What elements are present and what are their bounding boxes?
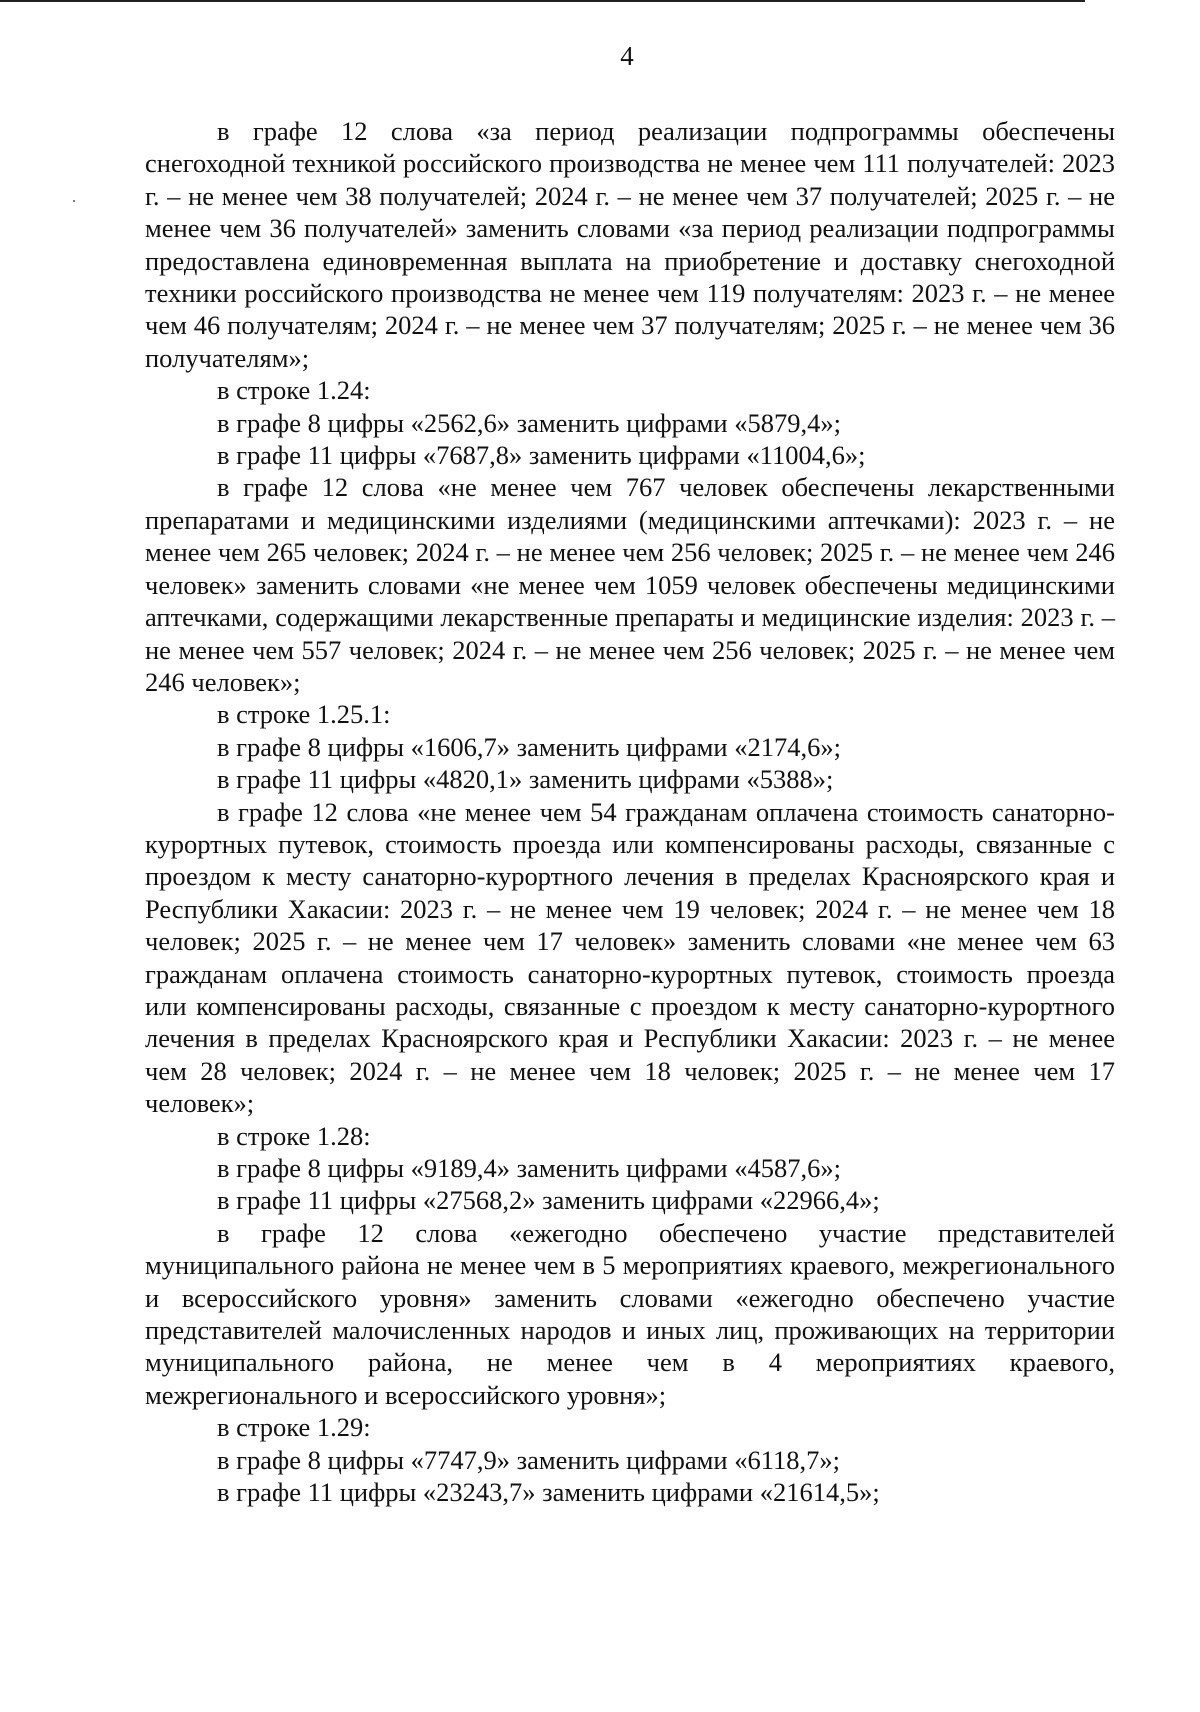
page-number: 4 xyxy=(620,41,634,71)
item-row-1-28-column-11: в графе 11 цифры «27568,2» заменить цифрами «22966,4»; xyxy=(217,1185,880,1216)
paragraph-row-1-23-column-12: в графе 12 слова «за период реализации подпрограммы обеспечены снегоходной техникой российского производства не менее чем 111 получателей: 2023 г. – не менее чем 38 получателей; 2024 г. – не менее чем 37 получателей; 2025 г. – не менее чем 36 получателей» заменить словами «за период реализации подпрограммы предоставлена единовременная выплата на приобретение и доставку снегоходной техники российского производства не менее чем 119 получателям: 2023 г. – не менее чем 46 получателям; 2024 г. – не менее чем 37 получателям; 2025 г. – не менее чем 36 получателям»; xyxy=(145,116,1115,373)
document-body xyxy=(145,115,1115,1508)
item-row-1-28: в строке 1.28: xyxy=(217,1120,371,1151)
item-row-1-24: в строке 1.24: xyxy=(217,375,371,406)
item-row-1-24-column-11: в графе 11 цифры «7687,8» заменить цифрами «11004,6»; xyxy=(217,440,866,471)
scan-top-border xyxy=(0,0,1085,2)
paragraph-row-1-25-1-column-12: в графе 12 слова «не менее чем 54 гражданам оплачена стоимость санаторно-курортных путевок, стоимость проезда или компенсированы расходы, связанные с проездом к месту санаторно-курортного лечения в пределах Красноярского края и Республики Хакасии: 2023 г. – не менее чем 19 человек; 2024 г. – не менее чем 18 человек; 2025 г. – не менее чем 17 человек» заменить словами «не менее чем 63 гражданам оплачена стоимость санаторно-курортных путевок, стоимость проезда или компенсированы расходы, связанные с проездом к месту санаторно-курортного лечения в пределах Красноярского края и Республики Хакасии: 2023 г. – не менее чем 28 человек; 2024 г. – не менее чем 18 человек; 2025 г. – не менее чем 17 человек»; xyxy=(145,796,1115,1119)
item-row-1-29-column-8: в графе 8 цифры «7747,9» заменить цифрами «6118,7»; xyxy=(217,1444,840,1475)
item-row-1-25-1-column-8: в графе 8 цифры «1606,7» заменить цифрами «2174,6»; xyxy=(217,731,841,762)
paragraph-row-1-24-column-12: в графе 12 слова «не менее чем 767 человек обеспечены лекарственными препаратами и медицинскими изделиями (медицинскими аптечками): 2023 г. – не менее чем 265 человек; 2024 г. – не менее чем 256 человек; 2025 г. – не менее чем 246 человек» заменить словами «не менее чем 1059 человек обеспечены медицинскими аптечками, содержащими лекарственные препараты и медицинские изделия: 2023 г. – не менее чем 557 человек; 2024 г. – не менее чем 256 человек; 2025 г. – не менее чем 246 человек»; xyxy=(145,472,1115,697)
paragraph-row-1-28-column-12: в графе 12 слова «ежегодно обеспечено участие представителей муниципального района не менее чем в 5 мероприятиях краевого, межрегионального и всероссийского уровня» заменить словами «ежегодно обеспечено участие представителей малочисленных народов и иных лиц, проживающих на территории муниципального района, не менее чем в 4 мероприятиях краевого, межрегионального и всероссийского уровня»; xyxy=(145,1217,1115,1410)
item-row-1-28-column-8: в графе 8 цифры «9189,4» заменить цифрами «4587,6»; xyxy=(217,1153,841,1183)
item-row-1-25-1: в строке 1.25.1: xyxy=(217,699,391,730)
item-row-1-29: в строке 1.29: xyxy=(217,1412,371,1443)
item-row-1-25-1-column-11: в графе 11 цифры «4820,1» заменить цифрами «5388»; xyxy=(217,764,834,795)
item-row-1-24-column-8: в графе 8 цифры «2562,6» заменить цифрами «5879,4»; xyxy=(217,407,841,438)
item-row-1-29-column-11: в графе 11 цифры «23243,7» заменить цифрами «21614,5»; xyxy=(217,1477,880,1508)
scan-speck xyxy=(73,200,75,202)
